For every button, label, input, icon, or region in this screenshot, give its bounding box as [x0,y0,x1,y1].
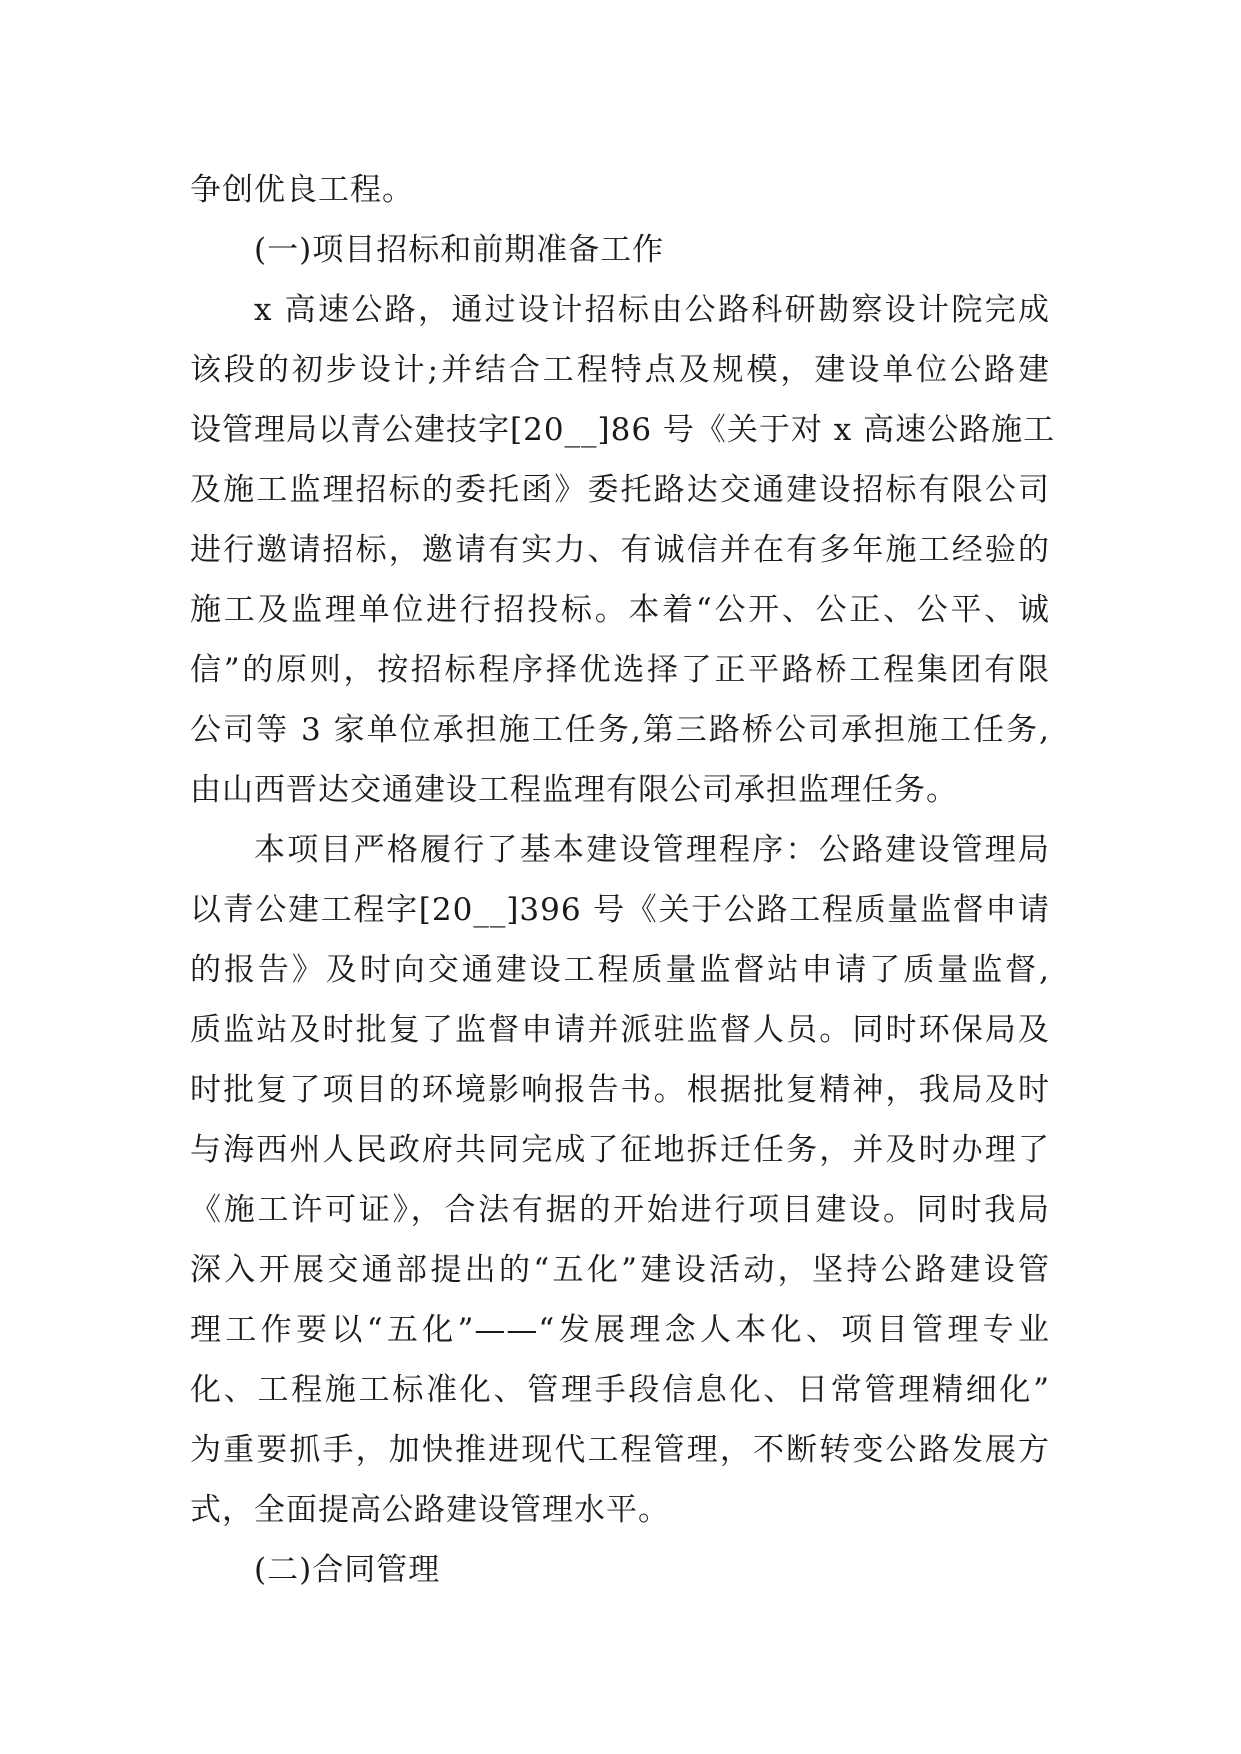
text-line: 信”的原则，按招标程序择优选择了正平路桥工程集团有限 [190,652,1050,688]
text-line: 的报告》及时向交通建设工程质量监督站申请了质量监督, [190,952,1050,988]
text-line: 及施工监理招标的委托函》委托路达交通建设招标有限公司 [190,472,1050,508]
text-line: 质监站及时批复了监督申请并派驻监督人员。同时环保局及 [190,1012,1050,1048]
text-line: 为重要抓手，加快推进现代工程管理，不断转变公路发展方 [190,1432,1050,1468]
text-line: 时批复了项目的环境影响报告书。根据批复精神，我局及时 [190,1072,1050,1108]
text-line: 公司等 3 家单位承担施工任务,第三路桥公司承担施工任务, [190,712,1050,748]
text-line: 进行邀请招标，邀请有实力、有诚信并在有多年施工经验的 [190,532,1050,568]
section-heading: (二)合同管理 [254,1552,441,1588]
text-line: 式，全面提高公路建设管理水平。 [190,1492,670,1528]
text-line: 本项目严格履行了基本建设管理程序：公路建设管理局 [254,832,1050,868]
text-line: 理工作要以“五化”——“发展理念人本化、项目管理专业 [190,1312,1050,1348]
text-line: 争创优良工程。 [190,172,414,208]
text-line: 《施工许可证》，合法有据的开始进行项目建设。同时我局 [190,1192,1050,1228]
text-line: 施工及监理单位进行招投标。本着“公开、公正、公平、诚 [190,592,1050,628]
text-line: 深入开展交通部提出的“五化”建设活动，坚持公路建设管 [190,1252,1050,1288]
text-line: 该段的初步设计;并结合工程特点及规模，建设单位公路建 [190,352,1050,388]
section-heading: (一)项目招标和前期准备工作 [254,232,665,268]
text-line: 由山西晋达交通建设工程监理有限公司承担监理任务。 [190,772,958,808]
text-line: 设管理局以青公建技字[20__]86 号《关于对 x 高速公路施工 [190,412,1056,448]
text-line: 与海西州人民政府共同完成了征地拆迁任务，并及时办理了 [190,1132,1050,1168]
document-page [190,160,1056,1600]
text-line: 以青公建工程字[20__]396 号《关于公路工程质量监督申请 [190,892,1050,928]
text-line: x 高速公路，通过设计招标由公路科研勘察设计院完成 [254,292,1050,328]
text-line: 化、工程施工标准化、管理手段信息化、日常管理精细化” [190,1372,1050,1408]
